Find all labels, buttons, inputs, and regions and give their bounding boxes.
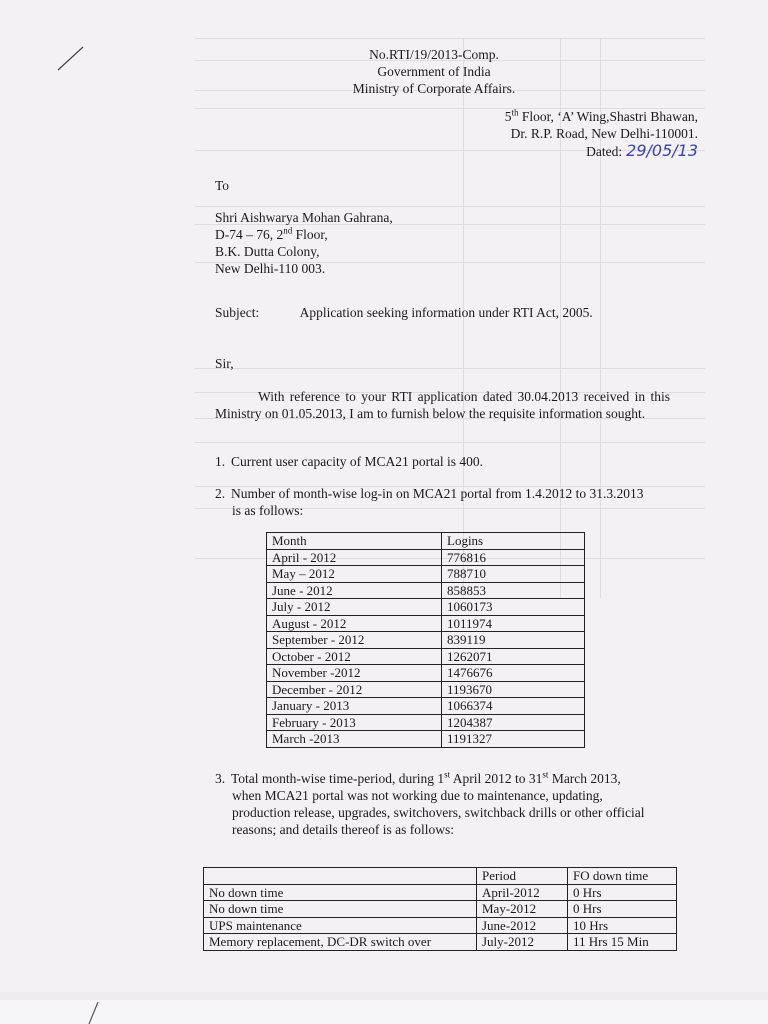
list-item-3: 3. Total month-wise time-period, during 1st April 2012 to 31st March 2013, when MCA21 portal was not working due to maintenance, updating, production release, upgrades, switchovers, switchback drills or other official reasons; and details thereof is as follows: [215, 769, 645, 837]
table-cell: November -2012 [267, 665, 442, 682]
table-cell: 0 Hrs [568, 901, 677, 918]
table-cell: 0 Hrs [568, 884, 677, 901]
table-cell: April-2012 [477, 884, 568, 901]
logins-table [266, 532, 585, 748]
table-cell: June-2012 [477, 917, 568, 934]
table-cell: 1204387 [442, 714, 585, 731]
ministry-line: Ministry of Corporate Affairs. [352, 81, 516, 96]
table-header-row [204, 868, 677, 885]
handwritten-date: 29/05/13 [626, 141, 698, 160]
table-cell: 1066374 [442, 698, 585, 715]
table-cell: August - 2012 [267, 615, 442, 632]
table-row [267, 681, 585, 698]
table-row [204, 917, 677, 934]
table-cell: March -2013 [267, 731, 442, 748]
table-row [267, 632, 585, 649]
item1-text: Current user capacity of MCA21 portal is 400. [231, 454, 483, 469]
table-row [204, 901, 677, 918]
table-cell: July-2012 [477, 934, 568, 951]
recipient-address [215, 209, 393, 277]
list-item-2: 2. Number of month-wise log-in on MCA21 portal from 1.4.2012 to 31.3.2013 is as follows: [215, 486, 644, 518]
reference-number: No.RTI/19/2013-Comp. [369, 47, 499, 62]
table-cell: UPS maintenance [204, 917, 477, 934]
table-header-cell: Period [477, 868, 568, 885]
to-label: To [215, 178, 230, 193]
dated-line [505, 142, 698, 160]
table-header-cell: Logins [442, 533, 585, 550]
table-row [267, 566, 585, 583]
table-row [204, 934, 677, 951]
table-header-cell [204, 868, 477, 885]
pen-mark [86, 1000, 116, 1024]
intro-paragraph: With reference to your RTI application dated 30.04.2013 received in this Ministry on 01.05.2013, I am to furnish below the requisite information sought. [215, 389, 670, 421]
table-cell: 11 Hrs 15 Min [568, 934, 677, 951]
table-cell: 1191327 [442, 731, 585, 748]
table-cell: June - 2012 [267, 582, 442, 599]
list-item-1: 1. Current user capacity of MCA21 portal is 400. [215, 454, 483, 469]
government-line: Government of India [377, 64, 491, 79]
table-cell: 788710 [442, 566, 585, 583]
table-cell: 839119 [442, 632, 585, 649]
table-cell: No down time [204, 884, 477, 901]
table-cell: February - 2013 [267, 714, 442, 731]
recipient-line2: D-74 – 76, 2nd Floor, [215, 225, 328, 242]
table-cell: July - 2012 [267, 599, 442, 616]
table-cell: 858853 [442, 582, 585, 599]
dated-label: Dated: [586, 144, 623, 159]
table-row [267, 582, 585, 599]
table-cell: 1476676 [442, 665, 585, 682]
letter-header [0, 46, 768, 97]
table-cell: 1060173 [442, 599, 585, 616]
table-cell: May-2012 [477, 901, 568, 918]
table-cell: No down time [204, 901, 477, 918]
table-cell: September - 2012 [267, 632, 442, 649]
table-cell: 1193670 [442, 681, 585, 698]
table-row [267, 698, 585, 715]
table-cell: 1262071 [442, 648, 585, 665]
table-cell: April - 2012 [267, 549, 442, 566]
table-cell: Memory replacement, DC-DR switch over [204, 934, 477, 951]
table-row [267, 549, 585, 566]
table-cell: 10 Hrs [568, 917, 677, 934]
table-header-row [267, 533, 585, 550]
table-header-cell: Month [267, 533, 442, 550]
recipient-line3: B.K. Dutta Colony, [215, 244, 320, 259]
table-row [267, 615, 585, 632]
subject-text: Application seeking information under RTI Act, 2005. [299, 305, 593, 320]
table-header-cell: FO down time [568, 868, 677, 885]
next-page-edge [0, 1000, 768, 1024]
downtime-table [203, 867, 677, 951]
address-floor: 5th Floor, ‘A’ Wing,Shastri Bhawan, [504, 107, 698, 124]
table-row [267, 648, 585, 665]
table-row [204, 884, 677, 901]
salutation: Sir, [215, 356, 234, 371]
table-cell: January - 2013 [267, 698, 442, 715]
subject-label: Subject: [215, 305, 260, 320]
address-road: Dr. R.P. Road, New Delhi-110001. [510, 126, 698, 141]
subject-line [215, 305, 593, 321]
recipient-line4: New Delhi-110 003. [215, 261, 326, 276]
table-row [267, 665, 585, 682]
sender-address [505, 108, 698, 160]
table-row [267, 731, 585, 748]
table-cell: 776816 [442, 549, 585, 566]
table-row [267, 599, 585, 616]
table-row [267, 714, 585, 731]
table-cell: December - 2012 [267, 681, 442, 698]
table-cell: October - 2012 [267, 648, 442, 665]
table-cell: 1011974 [442, 615, 585, 632]
table-cell: May – 2012 [267, 566, 442, 583]
recipient-name: Shri Aishwarya Mohan Gahrana, [215, 210, 393, 225]
